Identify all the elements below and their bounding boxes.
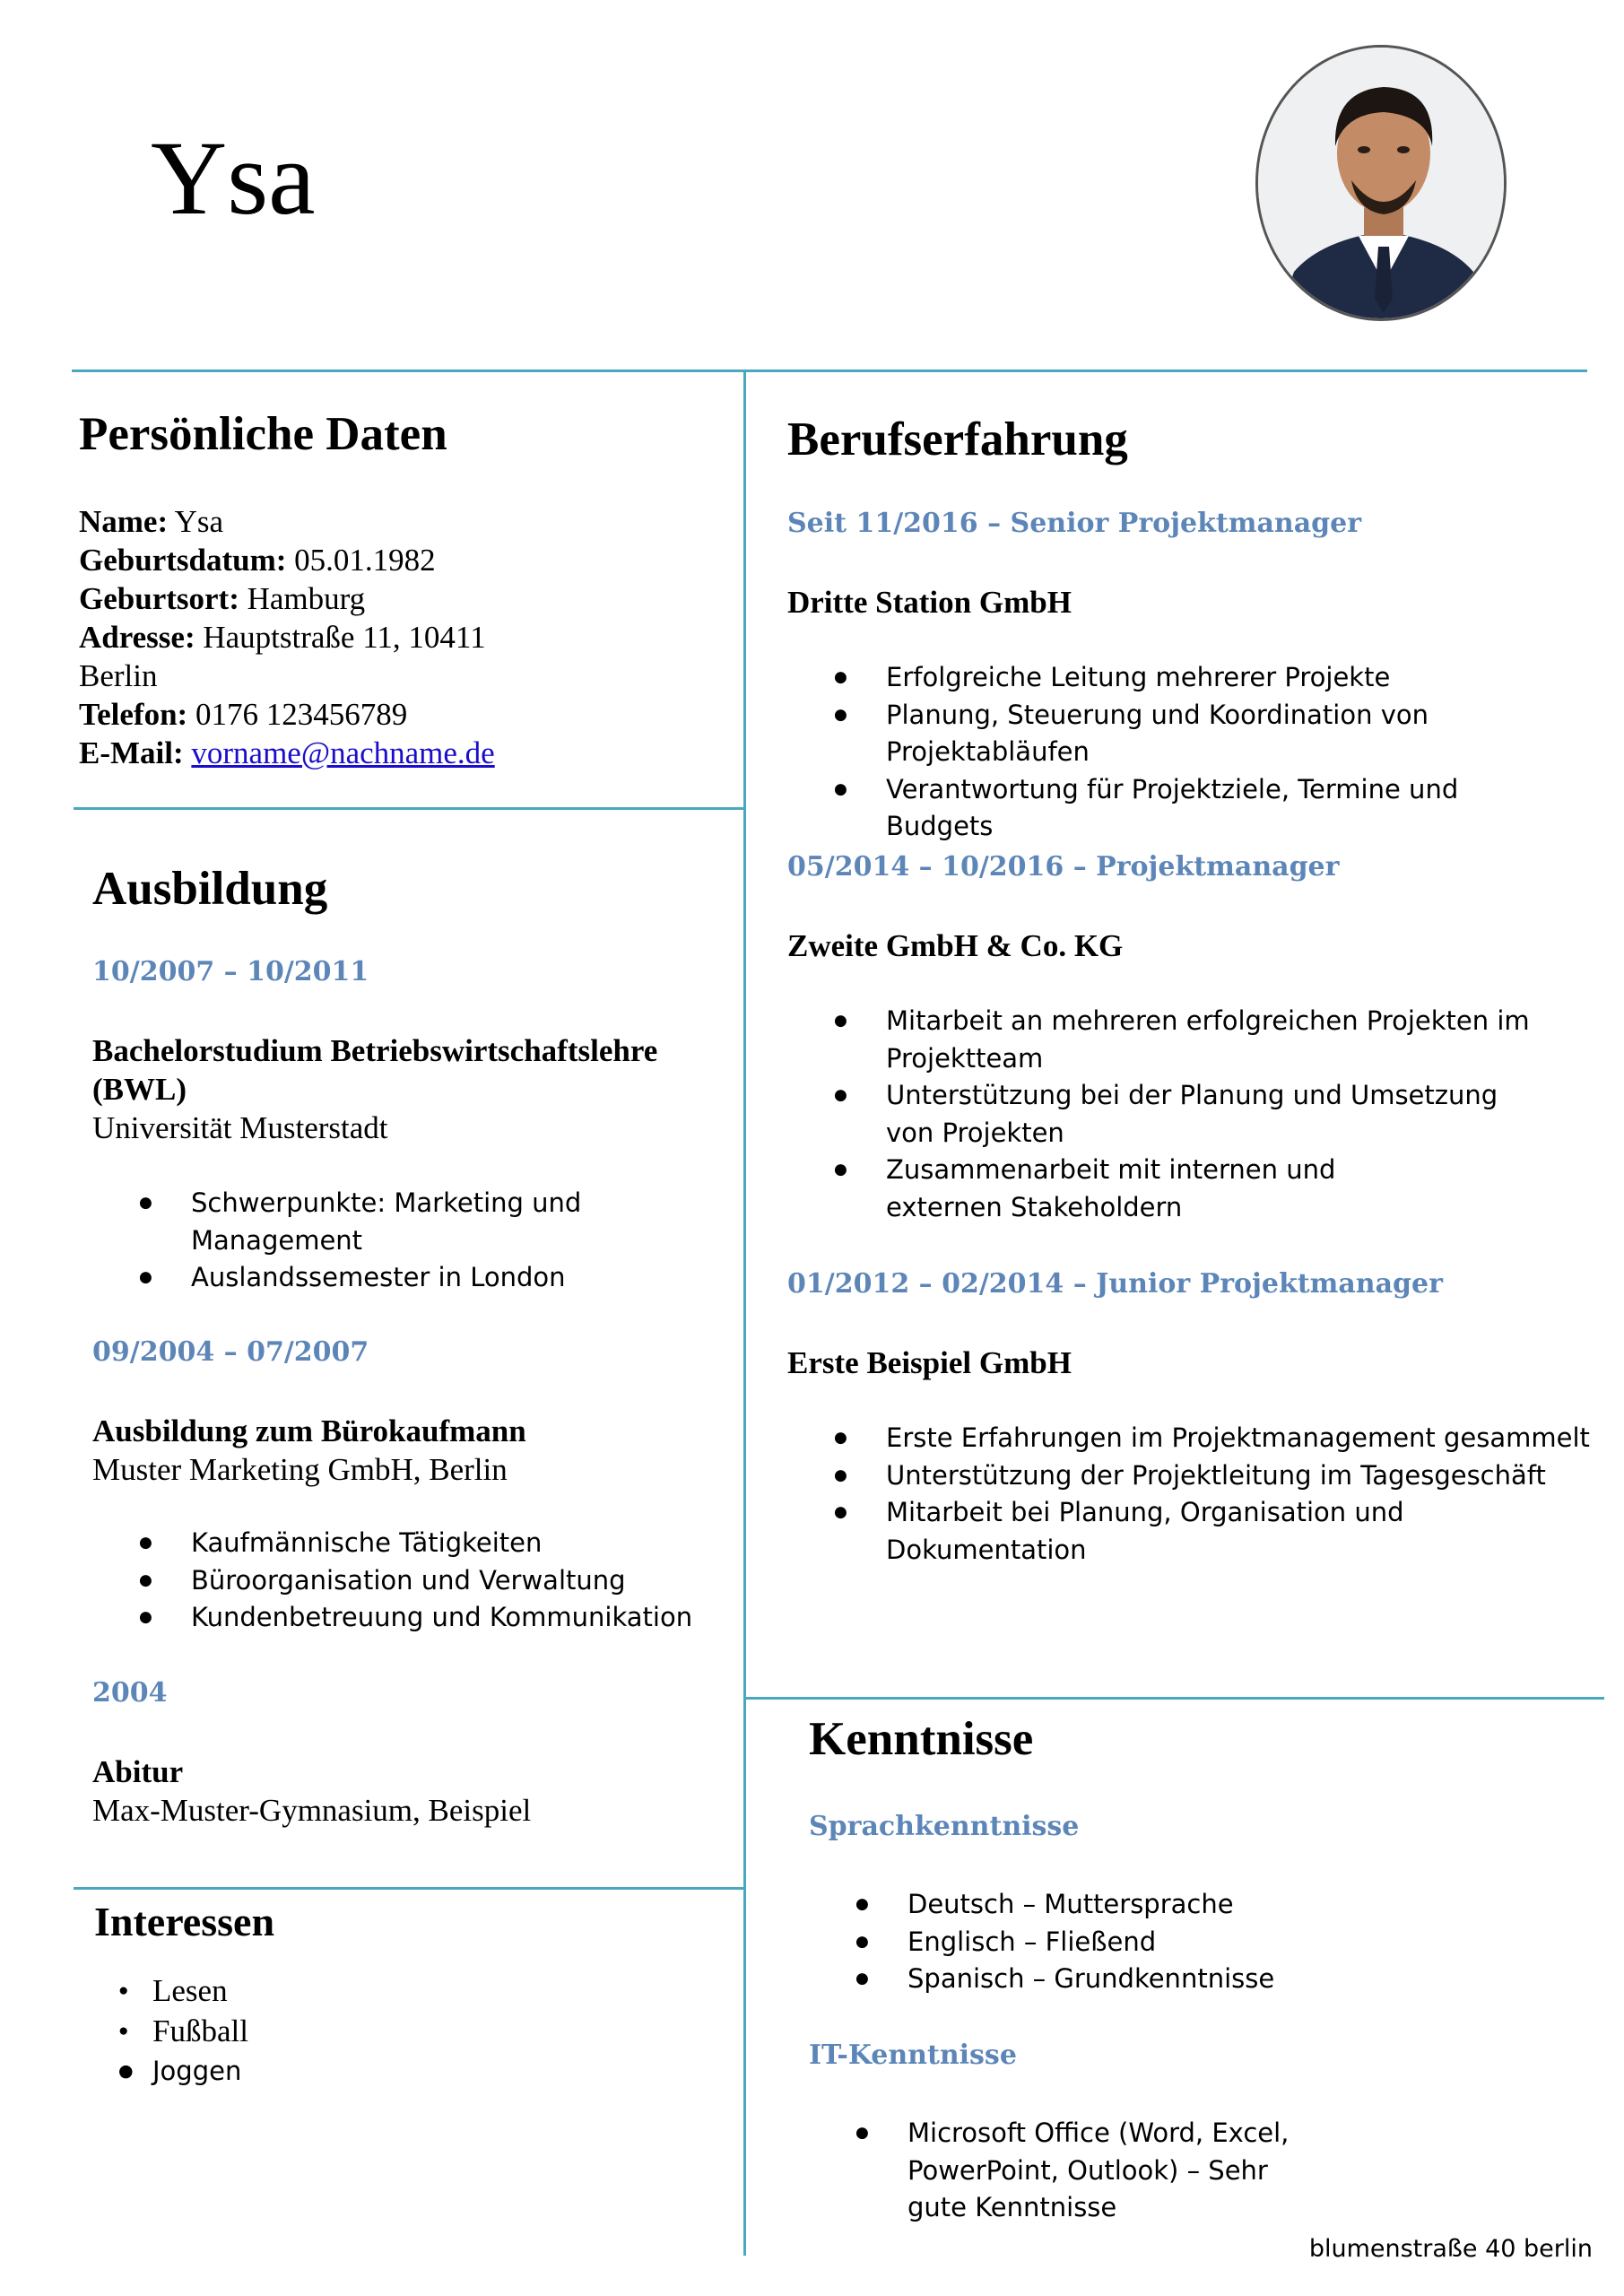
value-phone: 0176 123456789 [195, 697, 408, 732]
experience-date: 05/2014 – 10/2016 – Projektmanager [787, 851, 1340, 883]
list-item: ● Mitarbeit bei Planung, Organisation und Dokumentation [886, 1494, 1442, 1569]
list-item: ● Mitarbeit an mehreren erfolgreichen Projekten im Projektteam [886, 1003, 1532, 1077]
person-portrait-icon [1258, 48, 1507, 321]
section-title-skills: Kenntnisse [809, 1713, 1034, 1765]
list-item: ● Auslandssemester in London [191, 1259, 595, 1297]
list-item: ● Deutsch – Muttersprache [908, 1886, 1598, 1924]
experience-company: Dritte Station GmbH [787, 585, 1072, 620]
profile-photo [1255, 45, 1507, 321]
experience-company: Erste Beispiel GmbH [787, 1345, 1072, 1380]
experience-entry [787, 506, 1594, 846]
list-item: ● Schwerpunkte: Marketing und Management [191, 1185, 595, 1259]
section-title-education: Ausbildung [92, 863, 328, 915]
divider-vertical [743, 372, 746, 2256]
list-item: ● Erste Erfahrungen im Projektmanagement gesammelt [886, 1420, 1594, 1457]
education-degree: Abitur [92, 1754, 184, 1789]
education-institution: Universität Musterstadt [92, 1110, 388, 1145]
list-item: ● Unterstützung bei der Planung und Umsetzung von Projekten [886, 1077, 1532, 1152]
footer-address: blumenstraße 40 berlin [1308, 2235, 1593, 2263]
value-address-line1: Hauptstraße 11, 10411 [203, 620, 486, 655]
education-institution: Muster Marketing GmbH, Berlin [92, 1452, 508, 1487]
education-entry [92, 1675, 738, 1830]
education-degree-cont: (BWL) [92, 1072, 187, 1107]
education-institution: Max-Muster-Gymnasium, Beispiel [92, 1793, 532, 1828]
list-item: ● Fußball [118, 2011, 248, 2051]
list-item: ● Zusammenarbeit mit internen und externen Stakeholdern [886, 1152, 1442, 1226]
education-entry [92, 1335, 738, 1637]
label-phone: Telefon: [79, 697, 188, 732]
value-name: Ysa [174, 504, 224, 539]
experience-date: Seit 11/2016 – Senior Projektmanager [787, 508, 1362, 539]
list-item: ● Erfolgreiche Leitung mehrerer Projekte [886, 659, 1559, 697]
label-address: Adresse: [79, 620, 195, 655]
label-birthdate: Geburtsdatum: [79, 543, 287, 578]
list-item: ● Lesen [118, 1970, 248, 2011]
education-entry [92, 954, 738, 1297]
cv-name-title: Ysa [151, 119, 316, 237]
list-item: ● Büroorganisation und Verwaltung [191, 1562, 738, 1600]
skills-it-title: IT-Kenntnisse [809, 2039, 1017, 2071]
list-item: ● Spanisch – Grundkenntnisse [908, 1961, 1598, 1998]
list-item: ● Kaufmännische Tätigkeiten [191, 1525, 738, 1562]
education-bullets [92, 1525, 738, 1637]
experience-date: 01/2012 – 02/2014 – Junior Projektmanager [787, 1268, 1443, 1300]
interests-list [118, 1970, 248, 2092]
email-link[interactable]: vorname@nachname.de [191, 735, 495, 770]
experience-entry [787, 1266, 1594, 1569]
experience-bullets [787, 1420, 1594, 1569]
education-date: 09/2004 – 07/2007 [92, 1336, 369, 1368]
divider-top [72, 370, 1587, 372]
education-bullets [92, 1185, 595, 1297]
label-birthplace: Geburtsort: [79, 581, 239, 616]
section-title-experience: Berufserfahrung [787, 413, 1128, 465]
list-item: ● Unterstützung der Projektleitung im Tagesgeschäft [886, 1457, 1594, 1495]
section-title-personal: Persönliche Daten [79, 408, 447, 460]
skills-it [809, 2038, 1598, 2227]
it-list [809, 2115, 1347, 2227]
list-item: ● Englisch – Fließend [908, 1924, 1598, 1961]
divider-left-2 [74, 1887, 746, 1890]
personal-data-block [79, 502, 495, 772]
section-title-interests: Interessen [94, 1899, 275, 1944]
skills-languages [809, 1809, 1598, 1998]
experience-company: Zweite GmbH & Co. KG [787, 928, 1124, 963]
list-item: ● Planung, Steuerung und Koordination von Projektabläufen [886, 697, 1442, 771]
value-birthdate: 05.01.1982 [294, 543, 436, 578]
skills-languages-title: Sprachkenntnisse [809, 1811, 1080, 1842]
education-date: 10/2007 – 10/2011 [92, 956, 369, 987]
list-item: ● Verantwortung für Projektziele, Termine und Budgets [886, 771, 1559, 846]
languages-list [809, 1886, 1598, 1998]
list-item: ● Kundenbetreuung und Kommunikation [191, 1599, 738, 1637]
list-item: ● Microsoft Office (Word, Excel, PowerPoint, Outlook) – Sehr gute Kenntnisse [908, 2115, 1329, 2227]
label-email: E-Mail: [79, 735, 184, 770]
experience-entry [787, 849, 1594, 1226]
divider-left-1 [74, 807, 746, 810]
label-name: Name: [79, 504, 169, 539]
value-address-line2: Berlin [79, 658, 158, 693]
list-item: ● Joggen [118, 2051, 248, 2092]
education-date: 2004 [92, 1677, 168, 1709]
education-degree: Ausbildung zum Bürokaufmann [92, 1413, 526, 1448]
experience-bullets [787, 1003, 1594, 1226]
education-degree: Bachelorstudium Betriebswirtschaftslehre [92, 1033, 658, 1068]
divider-right-1 [743, 1697, 1604, 1700]
value-birthplace: Hamburg [247, 581, 366, 616]
experience-bullets [787, 659, 1559, 846]
